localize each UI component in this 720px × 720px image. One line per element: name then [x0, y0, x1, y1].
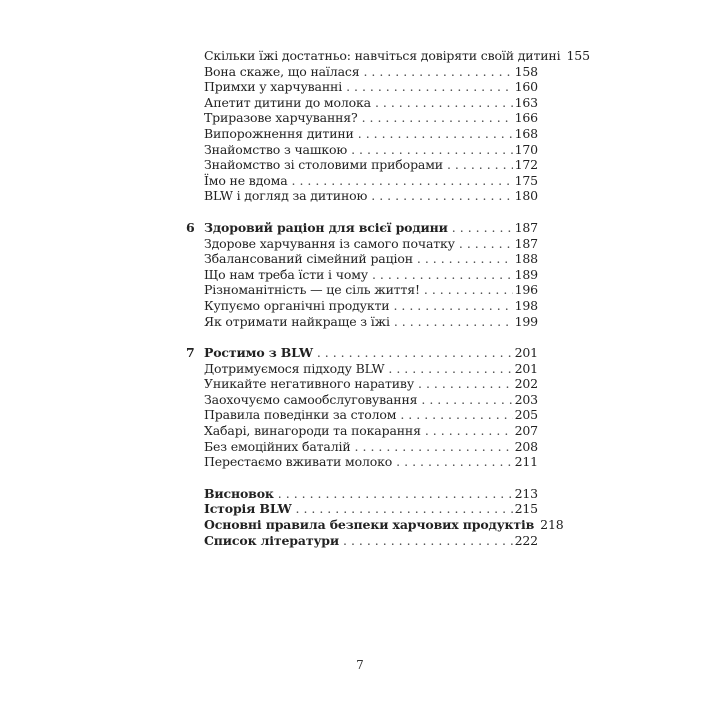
toc-chapter-entry: [186, 517, 564, 533]
toc-entry: [186, 298, 538, 314]
page-ref: 187: [514, 219, 538, 235]
entry-title: Знайомство з чашкою: [204, 141, 348, 157]
dot-leader: [388, 361, 512, 377]
toc-entry: [186, 267, 538, 283]
dot-leader: [459, 236, 513, 252]
page-ref: 175: [514, 172, 538, 188]
page-ref: 199: [514, 313, 538, 329]
chapter-title: Основні правила безпеки харчових продуктів: [204, 517, 535, 533]
toc-entry: [186, 188, 538, 204]
page-ref: 166: [514, 110, 538, 126]
dot-leader: [292, 173, 513, 189]
page-ref: 213: [514, 485, 538, 501]
dot-leader: [396, 454, 512, 470]
toc-entry: [186, 126, 538, 142]
entry-title: Збалансований сімейний раціон: [204, 251, 413, 267]
page-ref: 155: [566, 48, 590, 63]
entry-title: Знайомство зі столовими приборами: [204, 157, 443, 173]
toc-entry: [186, 64, 538, 80]
toc-entry: [186, 142, 538, 158]
page-ref: 160: [514, 79, 538, 95]
entry-title: Випорожнення дитини: [204, 125, 354, 141]
toc-entry: [186, 439, 538, 455]
dot-leader: [317, 345, 513, 361]
entry-title: Перестаємо вживати молоко: [204, 454, 393, 470]
dot-leader: [417, 251, 513, 267]
page-ref: 201: [514, 345, 538, 361]
chapter-title: Список літератури: [204, 532, 340, 548]
dot-leader: [421, 392, 512, 408]
toc-entry: [186, 236, 538, 252]
page-ref: 207: [514, 423, 538, 439]
entry-title: Їмо не вдома: [204, 172, 288, 188]
toc-entry: [186, 95, 538, 111]
page-ref: 222: [514, 532, 538, 548]
entry-title: Без емоційних баталій: [204, 438, 351, 454]
toc-entry: [186, 110, 538, 126]
toc-entry: [186, 251, 538, 267]
entry-title: Хабарі, винагороди та покарання: [204, 423, 421, 439]
entry-title: Триразове харчування?: [204, 110, 358, 126]
chapter-title: Здоровий раціон для всієї родини: [204, 219, 448, 235]
toc-chapter-entry: [186, 345, 538, 361]
toc-chapter-entry: [186, 220, 538, 236]
page-ref: 218: [540, 517, 564, 533]
entry-title: Уникайте негативного наративу: [204, 376, 415, 392]
page-ref: 202: [514, 376, 538, 392]
toc-chapter-entry: [186, 533, 538, 549]
entry-title: Як отримати найкраще з їжі: [204, 313, 390, 329]
dot-leader: [393, 298, 512, 314]
page-ref: 208: [514, 438, 538, 454]
entry-title: Дотримуємося підходу BLW: [204, 360, 385, 376]
dot-leader: [371, 188, 512, 204]
dot-leader: [363, 64, 512, 80]
table-of-contents: [186, 48, 590, 548]
entry-title: BLW і догляд за дитиною: [204, 188, 368, 204]
page-ref: 170: [514, 141, 538, 157]
toc-entry: [186, 454, 538, 470]
page-ref: 198: [514, 297, 538, 313]
page-ref: 180: [514, 188, 538, 204]
dot-leader: [343, 533, 513, 549]
toc-chapter-entry: [186, 486, 538, 502]
page-ref: 168: [514, 125, 538, 141]
page-ref: 187: [514, 235, 538, 251]
dot-leader: [447, 157, 513, 173]
spacer: [186, 329, 538, 345]
dot-leader: [346, 79, 513, 95]
dot-leader: [358, 126, 513, 142]
chapter-number: 7: [186, 345, 195, 361]
entry-title: Заохочуємо самообслуговування: [204, 391, 418, 407]
page-ref: 205: [514, 407, 538, 423]
page-number: 7: [356, 658, 364, 672]
chapter-number: 6: [186, 219, 195, 235]
dot-leader: [351, 142, 512, 158]
chapter-title: Висновок: [204, 485, 274, 501]
chapter-title: Ростимо з BLW: [204, 345, 313, 361]
toc-entry: [186, 157, 538, 173]
toc-entry: [186, 282, 538, 298]
toc-entry: [186, 173, 538, 189]
toc-entry: [186, 48, 590, 64]
page-ref: 188: [514, 251, 538, 267]
entry-title: Що нам треба їсти і чому: [204, 266, 368, 282]
toc-entry: [186, 407, 538, 423]
dot-leader: [452, 220, 513, 236]
spacer: [186, 204, 538, 220]
page-ref: 211: [514, 454, 538, 470]
dot-leader: [362, 110, 513, 126]
toc-entry: [186, 361, 538, 377]
page-ref: 203: [514, 391, 538, 407]
chapter-title: Історія BLW: [204, 501, 292, 517]
entry-title: Різноманітність — це сіль життя!: [204, 282, 420, 298]
page-ref: 196: [514, 282, 538, 298]
dot-leader: [375, 95, 513, 111]
spacer: [186, 470, 538, 486]
toc-entry: [186, 79, 538, 95]
page-ref: 163: [514, 94, 538, 110]
entry-title: Правила поведінки за столом: [204, 407, 397, 423]
entry-title: Апетит дитини до молока: [204, 94, 371, 110]
dot-leader: [425, 423, 513, 439]
dot-leader: [394, 314, 513, 330]
dot-leader: [278, 486, 513, 502]
dot-leader: [400, 407, 512, 423]
page-ref: 158: [514, 63, 538, 79]
entry-title: Примхи у харчуванні: [204, 79, 343, 95]
page-ref: 215: [514, 501, 538, 517]
dot-leader: [355, 439, 513, 455]
dot-leader: [372, 267, 513, 283]
toc-entry: [186, 314, 538, 330]
dot-leader: [424, 282, 513, 298]
page-ref: 189: [514, 266, 538, 282]
toc-chapter-entry: [186, 501, 538, 517]
toc-entry: [186, 423, 538, 439]
entry-title: Купуємо органічні продукти: [204, 297, 390, 313]
page-ref: 201: [514, 360, 538, 376]
toc-entry: [186, 392, 538, 408]
toc-entry: [186, 376, 538, 392]
dot-leader: [418, 376, 513, 392]
page-ref: 172: [514, 157, 538, 173]
entry-title: Вона скаже, що наїлася: [204, 63, 360, 79]
dot-leader: [296, 501, 513, 517]
entry-title: Здорове харчування із самого початку: [204, 235, 455, 251]
entry-title: Скільки їжі достатньо: навчіться довіряти своїй дитині: [204, 48, 561, 63]
